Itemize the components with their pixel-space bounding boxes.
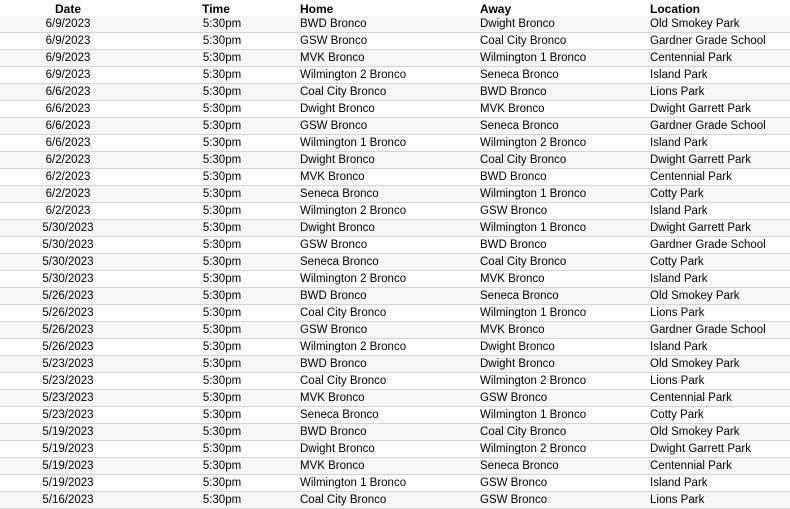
table-row xyxy=(0,475,790,492)
time-cell: 5:30pm xyxy=(136,203,296,220)
time-cell: 5:30pm xyxy=(136,152,296,169)
home-team-cell: Coal City Bronco xyxy=(296,305,476,322)
away-team-cell: Coal City Bronco xyxy=(476,152,646,169)
location-cell: Centennial Park xyxy=(646,390,790,407)
time-cell: 5:30pm xyxy=(136,390,296,407)
location-cell: Gardner Grade School xyxy=(646,33,790,50)
time-cell: 5:30pm xyxy=(136,458,296,475)
location-cell: Centennial Park xyxy=(646,169,790,186)
time-cell: 5:30pm xyxy=(136,492,296,509)
home-team-cell: BWD Bronco xyxy=(296,424,476,441)
location-cell: Cotty Park xyxy=(646,186,790,203)
home-team-cell: Dwight Bronco xyxy=(296,152,476,169)
away-team-cell: Wilmington 1 Bronco xyxy=(476,50,646,67)
location-cell: Dwight Garrett Park xyxy=(646,220,790,237)
table-row xyxy=(0,135,790,152)
home-team-cell: GSW Bronco xyxy=(296,118,476,135)
away-team-cell: Seneca Bronco xyxy=(476,67,646,84)
table-row xyxy=(0,373,790,390)
date-cell: 6/9/2023 xyxy=(0,16,136,33)
date-cell: 5/19/2023 xyxy=(0,441,136,458)
table-row xyxy=(0,271,790,288)
home-team-cell: Wilmington 2 Bronco xyxy=(296,203,476,220)
table-row xyxy=(0,16,790,33)
away-team-cell: Coal City Bronco xyxy=(476,254,646,271)
table-row xyxy=(0,220,790,237)
time-cell: 5:30pm xyxy=(136,305,296,322)
table-row xyxy=(0,169,790,186)
home-team-cell: Seneca Bronco xyxy=(296,186,476,203)
date-cell: 5/30/2023 xyxy=(0,220,136,237)
location-cell: Gardner Grade School xyxy=(646,237,790,254)
location-cell: Old Smokey Park xyxy=(646,424,790,441)
table-body xyxy=(0,16,790,509)
time-cell: 5:30pm xyxy=(136,118,296,135)
date-cell: 5/19/2023 xyxy=(0,458,136,475)
time-cell: 5:30pm xyxy=(136,288,296,305)
home-team-cell: Dwight Bronco xyxy=(296,441,476,458)
table-row xyxy=(0,441,790,458)
location-cell: Dwight Garrett Park xyxy=(646,152,790,169)
table-row xyxy=(0,407,790,424)
home-team-cell: Seneca Bronco xyxy=(296,254,476,271)
location-cell: Island Park xyxy=(646,203,790,220)
time-cell: 5:30pm xyxy=(136,373,296,390)
location-cell: Island Park xyxy=(646,135,790,152)
away-team-cell: Wilmington 1 Bronco xyxy=(476,186,646,203)
table-row xyxy=(0,67,790,84)
date-cell: 5/19/2023 xyxy=(0,424,136,441)
time-cell: 5:30pm xyxy=(136,475,296,492)
home-team-cell: Coal City Bronco xyxy=(296,373,476,390)
location-cell: Gardner Grade School xyxy=(646,118,790,135)
time-cell: 5:30pm xyxy=(136,339,296,356)
date-cell: 5/30/2023 xyxy=(0,237,136,254)
date-cell: 5/23/2023 xyxy=(0,356,136,373)
time-cell: 5:30pm xyxy=(136,407,296,424)
home-team-cell: Seneca Bronco xyxy=(296,407,476,424)
home-team-cell: MVK Bronco xyxy=(296,50,476,67)
location-cell: Island Park xyxy=(646,271,790,288)
time-cell: 5:30pm xyxy=(136,67,296,84)
date-cell: 5/19/2023 xyxy=(0,475,136,492)
home-team-cell: GSW Bronco xyxy=(296,322,476,339)
away-team-cell: Wilmington 2 Bronco xyxy=(476,373,646,390)
time-cell: 5:30pm xyxy=(136,84,296,101)
table-header xyxy=(0,0,790,16)
table-row xyxy=(0,424,790,441)
away-team-cell: MVK Bronco xyxy=(476,322,646,339)
location-cell: Island Park xyxy=(646,475,790,492)
home-team-cell: BWD Bronco xyxy=(296,16,476,33)
date-cell: 5/26/2023 xyxy=(0,322,136,339)
away-team-cell: Dwight Bronco xyxy=(476,16,646,33)
location-cell: Lions Park xyxy=(646,492,790,509)
location-cell: Island Park xyxy=(646,67,790,84)
date-cell: 6/6/2023 xyxy=(0,135,136,152)
away-team-cell: BWD Bronco xyxy=(476,84,646,101)
date-cell: 6/9/2023 xyxy=(0,33,136,50)
location-cell: Dwight Garrett Park xyxy=(646,101,790,118)
away-team-cell: Wilmington 2 Bronco xyxy=(476,135,646,152)
away-team-cell: GSW Bronco xyxy=(476,492,646,509)
header-row xyxy=(0,0,790,16)
date-cell: 5/30/2023 xyxy=(0,254,136,271)
away-team-cell: BWD Bronco xyxy=(476,169,646,186)
table-row xyxy=(0,118,790,135)
date-cell: 6/9/2023 xyxy=(0,67,136,84)
table-row xyxy=(0,254,790,271)
away-team-cell: Coal City Bronco xyxy=(476,424,646,441)
date-cell: 6/2/2023 xyxy=(0,152,136,169)
time-cell: 5:30pm xyxy=(136,220,296,237)
table-row xyxy=(0,203,790,220)
away-team-cell: GSW Bronco xyxy=(476,390,646,407)
time-cell: 5:30pm xyxy=(136,271,296,288)
location-cell: Old Smokey Park xyxy=(646,356,790,373)
time-cell: 5:30pm xyxy=(136,186,296,203)
time-cell: 5:30pm xyxy=(136,237,296,254)
away-team-cell: MVK Bronco xyxy=(476,101,646,118)
date-cell: 5/23/2023 xyxy=(0,407,136,424)
column-header-away: Away xyxy=(480,2,512,16)
home-team-cell: MVK Bronco xyxy=(296,458,476,475)
date-cell: 6/6/2023 xyxy=(0,101,136,118)
home-team-cell: Coal City Bronco xyxy=(296,492,476,509)
date-cell: 5/26/2023 xyxy=(0,288,136,305)
column-header-time: Time xyxy=(202,2,230,16)
date-cell: 6/6/2023 xyxy=(0,84,136,101)
date-cell: 6/6/2023 xyxy=(0,118,136,135)
home-team-cell: Wilmington 2 Bronco xyxy=(296,67,476,84)
away-team-cell: Dwight Bronco xyxy=(476,339,646,356)
time-cell: 5:30pm xyxy=(136,424,296,441)
location-cell: Old Smokey Park xyxy=(646,288,790,305)
home-team-cell: Dwight Bronco xyxy=(296,101,476,118)
time-cell: 5:30pm xyxy=(136,441,296,458)
home-team-cell: BWD Bronco xyxy=(296,288,476,305)
table-row xyxy=(0,390,790,407)
location-cell: Dwight Garrett Park xyxy=(646,441,790,458)
date-cell: 5/16/2023 xyxy=(0,492,136,509)
date-cell: 6/9/2023 xyxy=(0,50,136,67)
table-row xyxy=(0,339,790,356)
away-team-cell: GSW Bronco xyxy=(476,475,646,492)
away-team-cell: MVK Bronco xyxy=(476,271,646,288)
home-team-cell: Wilmington 1 Bronco xyxy=(296,135,476,152)
table-row xyxy=(0,50,790,67)
home-team-cell: MVK Bronco xyxy=(296,390,476,407)
home-team-cell: Wilmington 2 Bronco xyxy=(296,271,476,288)
home-team-cell: Dwight Bronco xyxy=(296,220,476,237)
date-cell: 5/23/2023 xyxy=(0,373,136,390)
date-cell: 6/2/2023 xyxy=(0,169,136,186)
table-row xyxy=(0,237,790,254)
date-cell: 5/26/2023 xyxy=(0,305,136,322)
date-cell: 6/2/2023 xyxy=(0,203,136,220)
time-cell: 5:30pm xyxy=(136,322,296,339)
table-row xyxy=(0,84,790,101)
location-cell: Lions Park xyxy=(646,305,790,322)
away-team-cell: Wilmington 1 Bronco xyxy=(476,407,646,424)
away-team-cell: Coal City Bronco xyxy=(476,33,646,50)
away-team-cell: Seneca Bronco xyxy=(476,118,646,135)
home-team-cell: Coal City Bronco xyxy=(296,84,476,101)
location-cell: Cotty Park xyxy=(646,254,790,271)
away-team-cell: Seneca Bronco xyxy=(476,458,646,475)
location-cell: Cotty Park xyxy=(646,407,790,424)
home-team-cell: Wilmington 2 Bronco xyxy=(296,339,476,356)
column-header-date: Date xyxy=(54,2,81,16)
time-cell: 5:30pm xyxy=(136,101,296,118)
table-row xyxy=(0,186,790,203)
time-cell: 5:30pm xyxy=(136,254,296,271)
table-row xyxy=(0,152,790,169)
table-row xyxy=(0,288,790,305)
date-cell: 5/30/2023 xyxy=(0,271,136,288)
column-header-home: Home xyxy=(300,2,334,16)
time-cell: 5:30pm xyxy=(136,169,296,186)
time-cell: 5:30pm xyxy=(136,50,296,67)
time-cell: 5:30pm xyxy=(136,33,296,50)
table-row xyxy=(0,305,790,322)
location-cell: Lions Park xyxy=(646,373,790,390)
table-row xyxy=(0,101,790,118)
table-row xyxy=(0,458,790,475)
location-cell: Lions Park xyxy=(646,84,790,101)
table-row xyxy=(0,356,790,373)
away-team-cell: Wilmington 1 Bronco xyxy=(476,220,646,237)
home-team-cell: GSW Bronco xyxy=(296,237,476,254)
home-team-cell: Wilmington 1 Bronco xyxy=(296,475,476,492)
time-cell: 5:30pm xyxy=(136,356,296,373)
away-team-cell: Wilmington 1 Bronco xyxy=(476,305,646,322)
location-cell: Gardner Grade School xyxy=(646,322,790,339)
location-cell: Centennial Park xyxy=(646,50,790,67)
time-cell: 5:30pm xyxy=(136,135,296,152)
time-cell: 5:30pm xyxy=(136,16,296,33)
column-header-location: Location xyxy=(650,2,700,16)
home-team-cell: BWD Bronco xyxy=(296,356,476,373)
date-cell: 6/2/2023 xyxy=(0,186,136,203)
home-team-cell: MVK Bronco xyxy=(296,169,476,186)
date-cell: 5/26/2023 xyxy=(0,339,136,356)
location-cell: Island Park xyxy=(646,339,790,356)
location-cell: Centennial Park xyxy=(646,458,790,475)
date-cell: 5/23/2023 xyxy=(0,390,136,407)
away-team-cell: Seneca Bronco xyxy=(476,288,646,305)
home-team-cell: GSW Bronco xyxy=(296,33,476,50)
location-cell: Old Smokey Park xyxy=(646,16,790,33)
away-team-cell: Dwight Bronco xyxy=(476,356,646,373)
table-row xyxy=(0,322,790,339)
table-row xyxy=(0,33,790,50)
away-team-cell: GSW Bronco xyxy=(476,203,646,220)
away-team-cell: Wilmington 2 Bronco xyxy=(476,441,646,458)
away-team-cell: BWD Bronco xyxy=(476,237,646,254)
